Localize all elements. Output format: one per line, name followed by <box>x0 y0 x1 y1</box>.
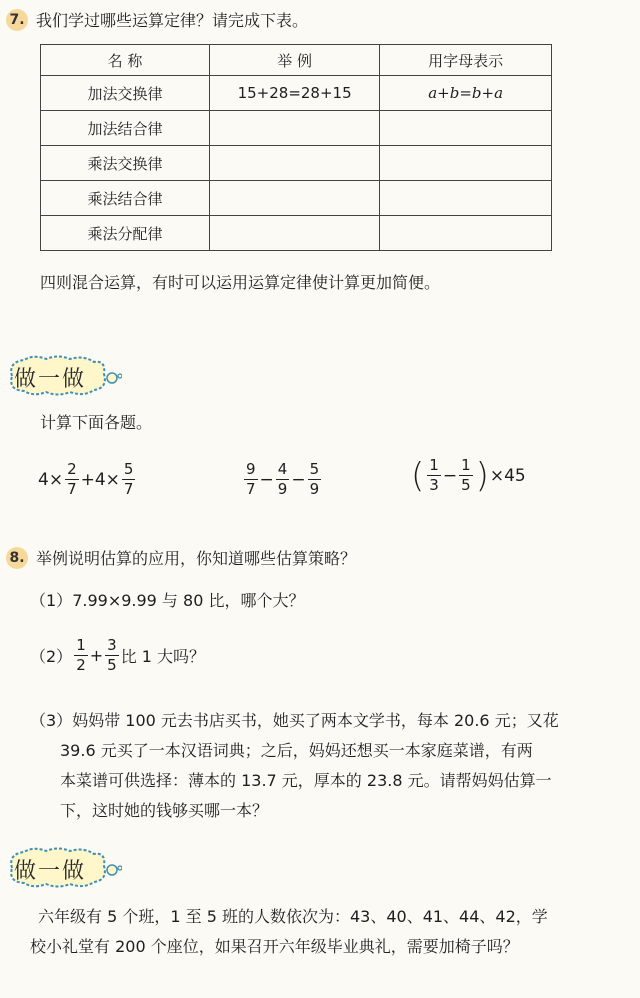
fraction <box>74 638 88 673</box>
operator: − <box>291 469 306 490</box>
operator: − <box>442 465 458 486</box>
denominator: 5 <box>107 656 117 674</box>
sub-text: 比 1 大吗？ <box>120 647 206 666</box>
right-paren: ) <box>475 455 489 496</box>
laws-table <box>40 44 552 251</box>
numerator: 1 <box>76 636 86 654</box>
law-letters[interactable] <box>380 181 552 216</box>
sub-label: （2） <box>30 647 73 666</box>
numerator: 5 <box>309 460 320 478</box>
practice2-line2: 校小礼堂有 200 个座位，如果召开六年级毕业典礼，需要加椅子吗？ <box>30 937 519 956</box>
law-name: 乘法分配律 <box>41 216 210 251</box>
fraction <box>244 462 258 497</box>
law-example[interactable] <box>209 111 379 146</box>
table-header-row <box>41 45 552 76</box>
law-letters[interactable] <box>380 216 552 251</box>
sub-text: 7.99×9.99 与 80 比，哪个大？ <box>72 591 305 610</box>
table-row <box>41 181 552 216</box>
expr3-tail: ×45 <box>489 465 526 486</box>
law-letters[interactable]: a+b=b+a <box>380 76 552 111</box>
q8-header <box>6 546 356 569</box>
practice-badge-2 <box>4 846 122 890</box>
q7-header <box>6 8 308 31</box>
table-row <box>41 216 552 251</box>
q7-number: 7. <box>6 9 28 31</box>
law-example[interactable]: 15+28=28+15 <box>209 76 379 111</box>
law-name: 加法交换律 <box>41 76 210 111</box>
law-letters[interactable] <box>380 146 552 181</box>
denominator: 9 <box>277 480 288 498</box>
practice-badge-1 <box>4 354 122 398</box>
numerator: 2 <box>67 460 77 478</box>
law-name: 乘法交换律 <box>41 146 210 181</box>
practice2-line1: 六年级有 5 个班，1 至 5 班的人数依次为：43、40、41、44、42，学 <box>38 907 548 926</box>
q8-sub-3 <box>30 706 630 826</box>
denominator: 5 <box>461 476 471 494</box>
sub-label: （1） <box>30 591 73 610</box>
fraction <box>65 462 79 497</box>
law-name: 乘法结合律 <box>41 181 210 216</box>
fraction <box>105 638 119 673</box>
expr1-mid: +4× <box>80 469 120 490</box>
law-name: 加法结合律 <box>41 111 210 146</box>
denominator: 3 <box>429 476 439 494</box>
q8-sub-1 <box>30 588 304 611</box>
law-example[interactable] <box>209 146 379 181</box>
law-example[interactable] <box>209 181 379 216</box>
sub3-line1: 妈妈带 100 元去书店买书，她买了两本文学书，每本 20.6 元；又花 <box>72 711 559 730</box>
numerator: 5 <box>123 460 134 478</box>
denominator: 7 <box>246 480 256 498</box>
header-name: 名 称 <box>41 45 210 76</box>
operator: + <box>89 646 104 665</box>
denominator: 2 <box>76 656 86 674</box>
numerator: 1 <box>429 456 439 474</box>
q8-question: 举例说明估算的应用，你知道哪些估算策略？ <box>36 549 357 568</box>
operator: − <box>259 469 274 490</box>
q8-number: 8. <box>6 547 28 569</box>
expression-3 <box>410 455 526 496</box>
table-row <box>41 146 552 181</box>
fraction <box>427 458 441 493</box>
header-example: 举 例 <box>209 45 379 76</box>
denominator: 7 <box>67 480 77 498</box>
fraction <box>122 462 136 497</box>
practice1-instruction: 计算下面各题。 <box>40 413 153 432</box>
fraction <box>459 458 473 493</box>
expr1-prefix: 4× <box>38 469 64 490</box>
badge-title: 做一做 <box>14 367 87 392</box>
q7-note: 四则混合运算，有时可以运用运算定律使计算更加简便。 <box>40 273 441 292</box>
sub-label: （3） <box>30 711 73 730</box>
q8-sub-2 <box>30 638 205 673</box>
denominator: 7 <box>123 480 134 498</box>
numerator: 4 <box>277 460 288 478</box>
expression-2 <box>242 462 323 497</box>
table-row <box>41 111 552 146</box>
sub3-line4: 下，这时她的钱够买哪一本？ <box>60 801 269 820</box>
sub3-line2: 39.6 元买了一本汉语词典；之后，妈妈还想买一本家庭菜谱，有两 <box>60 741 533 760</box>
badge-title: 做一做 <box>14 859 87 884</box>
left-paren: ( <box>411 455 425 496</box>
expression-1 <box>38 462 137 497</box>
numerator: 9 <box>246 460 256 478</box>
law-example[interactable] <box>209 216 379 251</box>
q7-question: 我们学过哪些运算定律？请完成下表。 <box>36 11 309 30</box>
practice2-problem <box>30 902 635 962</box>
denominator: 9 <box>309 480 320 498</box>
sub3-line3: 本菜谱可供选择：薄本的 13.7 元，厚本的 23.8 元。请帮妈妈估算一 <box>60 771 552 790</box>
numerator: 3 <box>107 636 117 654</box>
numerator: 1 <box>461 456 471 474</box>
fraction <box>276 462 290 497</box>
sub3-line <box>30 706 630 736</box>
fraction <box>308 462 322 497</box>
header-letters: 用字母表示 <box>380 45 552 76</box>
law-letters[interactable] <box>380 111 552 146</box>
table-row <box>41 76 552 111</box>
